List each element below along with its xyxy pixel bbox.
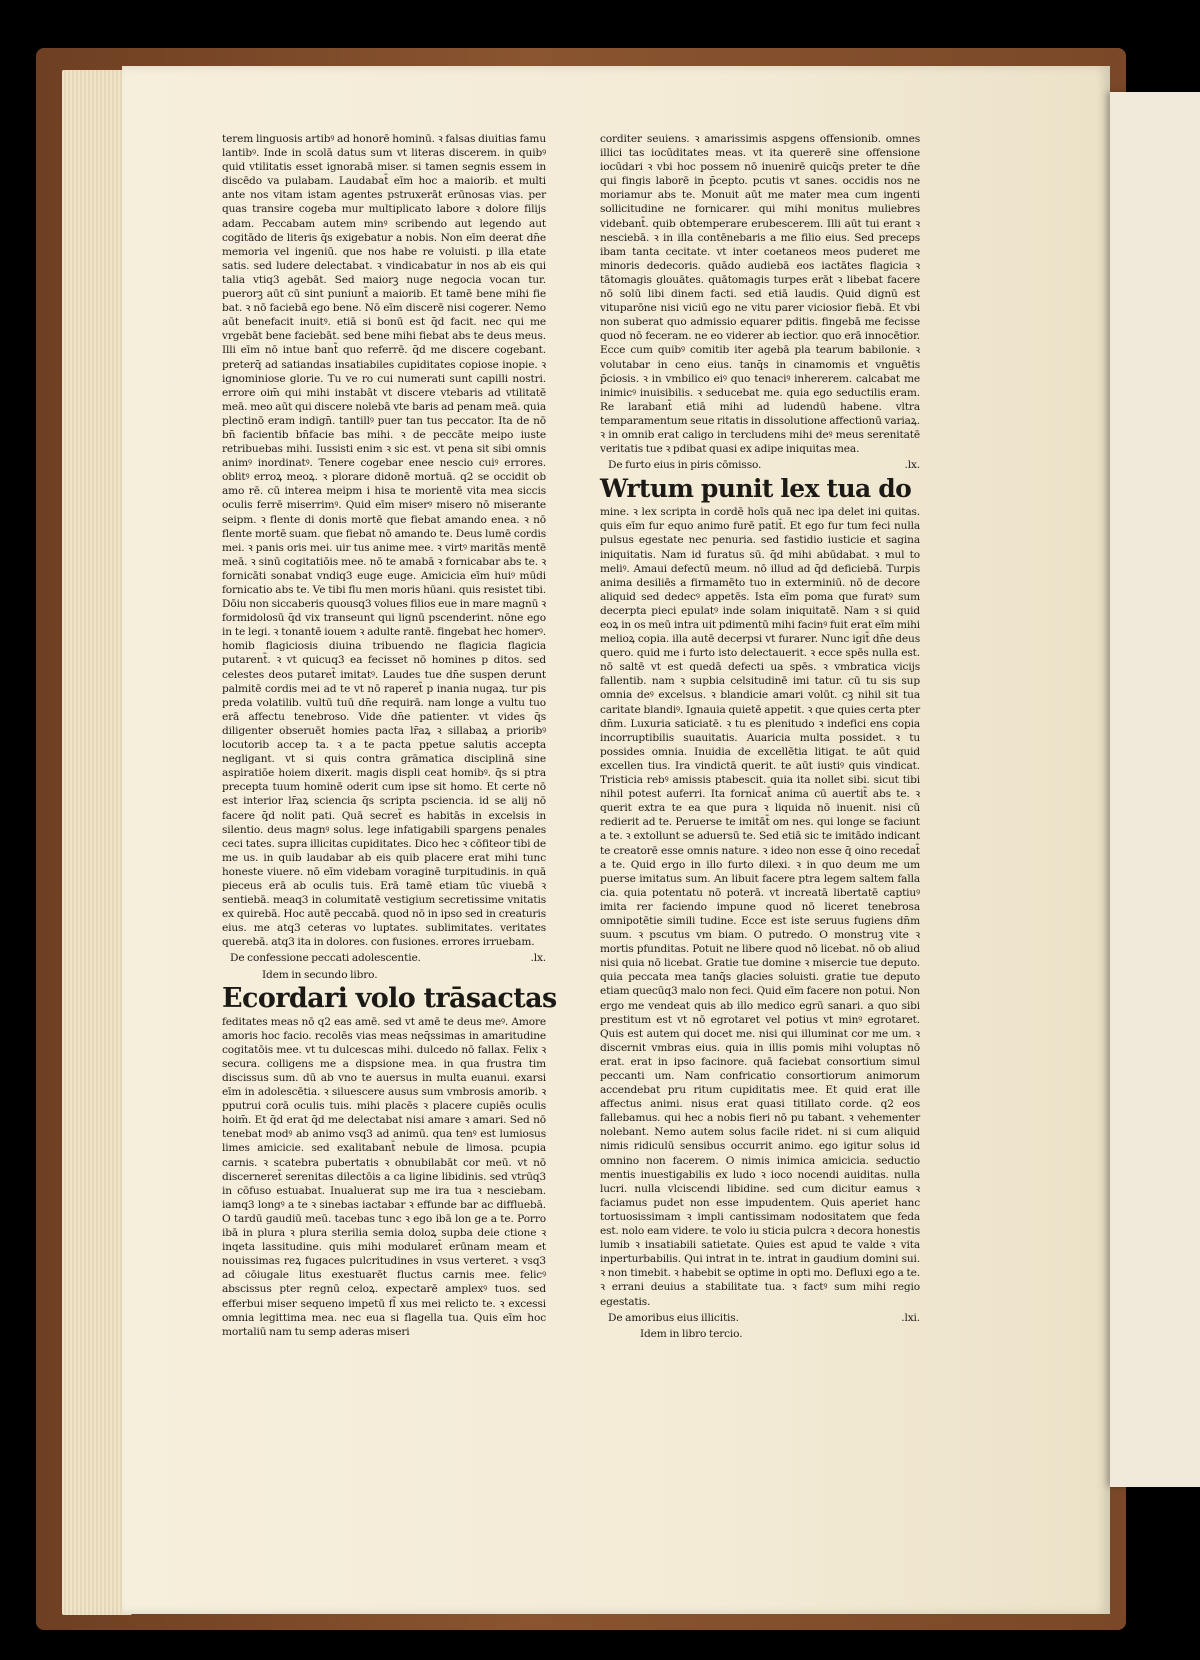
source-note: Idem in libro tercio. xyxy=(640,1327,743,1340)
next-leaf xyxy=(1110,92,1200,1487)
chapter-heading: Ecordari volo trāsactas xyxy=(222,982,557,1014)
rubric-number: .lx. xyxy=(904,459,920,472)
rubric-title: De amoribus eius illicitis. xyxy=(608,1311,739,1324)
rubric-number: .lxi. xyxy=(901,1311,920,1324)
chapter-rubric xyxy=(600,1311,920,1325)
chapter-rubric xyxy=(222,951,546,965)
left-paragraph-1: terem linguosis artibꝰ ad honorē hominū. ꝛ falsas diuitias famu lantibꝰ. Inde in scolā datus sum vt literas discerem. in quibꝰ quid vtilitatis esset ignorabā miser. si tamen segnis essem in discēdo va pulabam. Laudabat̄ eīm hoc a maiorib. et multi ante nos vitam istam agentes pstruxerāt erūnosas vias. per quas transire cogeba mur multiplicato labore ꝛ dolore filijs adam. Peccabam autem minꝰ scribendo aut legendo aut cogitādo de literis q̄s exigebatur a nobis. Non eīm deerat dn̄e memoria vel ingeniū. que nos habe re voluisti. p illa etate satis. sed ludere delectabat. ꝛ vindicabatur in nos ab eis qui talia vtiq3 agebāt. Sed maiorꝫ nuge negocia vocan tur. puerorꝫ aūt cū sint puniunt̄ a maiorib. Et tamē bene mihi fie bat. ꝛ nō faciebā ego bene. Nō eīm discerē nisi cogerer. Nemo aūt benefacit inuitꝰ. etiā si bonū est q̄d facit. nec qui me vrgebāt bene faciebāt. sed bene mihi fiebat abs te deus meus. Illi eīm nō intue bant̄ quo referrē. q̄d me discere cogebant. preterq̄ ad satiandas insatiabiles cupiditates copiose inopie. ꝛ ignominiose glorie. Tu ve ro cui numerati sunt capilli nostri. errore oim̄ qui mihi instabāt vt discere vtebaris ad vtilitatē meā. meo aūt qui discere nolebā vte baris ad penam meā. quia plectinō eram indign̄. tantillꝰ puer tan tus peccator. Ita de nō bn̄ facientib bn̄facie bas mihi. ꝛ de peccāte meipo iuste retribuebas mihi. Iussisti enim ꝛ sic est. vt pena sit sibi omnis animꝰ inordinatꝰ. Tenere cogebar enee nescio cuiꝰ errores. oblitꝰ erroꝝ meoꝝ. ꝛ plorare didonē mortuā. q2 se occidit ob amo rē. cū interea meipm i hisa te morientē vita mea siccis oculis ferrē miserrimꝰ. Quid eīm miserꝰ misero nō miserante seipm. ꝛ flente di donis mortē que fiebat amando enea. ꝛ nō flente mortē suam. que fiebat nō amando te. Deus lumē cordis mei. ꝛ panis oris mei. uir tus anime mee. ꝛ virtꝰ maritās mentē meā. ꝛ sinū cogitatiōis mee. nō te amabā ꝛ fornicabar abs te. ꝛ fornicāti sonabat vndiq3 euge euge. Amicicia eīm huiꝰ mūdi fornicatio abs te. Ve tibi flu men moris hūani. quis resistet tibi. Dōiu non siccaberis quousq3 volues filios eue in mare magnū ꝛ formidolosū q̄d vix transeunt qui lignū pscenderint. nōne ego in te legi. ꝛ tonantē iouem ꝛ adulte rantē. fingebat hec homerꝰ. homib flagiciosis diuina tribuendo ne flagicia flagicia putarent̄. ꝛ vt quicuq3 ea fecisset nō homines p ditos. sed celestes deos putaret̄ imitatꝰ. Laudes tue dn̄e suspen derunt palmitē cordis mei ad te vt nō raperet̄ p inania nugaꝝ. tur pis preda volatilib. vultū tuū dn̄e requirā. nam longe a vultu tuo erā affectu tenebroso. Vide dn̄e patienter. vt vides q̄s diligenter obseruēt homies pacta lr̄aꝝ ꝛ sillabaꝝ a prioribꝰ locutorib accep ta. ꝛ a te pacta ppetue salutis accepta negligant. vt si quis contra grāmatica disciplinā sine aspiratiōe hoiem dixerit. magis displi ceat homibꝰ. q̄s si ptra precepta tuum hominē oderit cum ipse sit homo. Et certe nō est interior lr̄aꝝ sciencia q̄s scripta psciencia. id se alij nō facere q̄d nolit pati. Quā secret̄ es habitās in excelsis in silentio. deus magnꝰ solus. lege infatigabili spargens penales ceci tates. supra illicitas cupiditates. Dico hec ꝛ cōfiteor tibi de me us. in quib laudabar ab eis quib placere erat mihi tunc honeste viuere. nō eīm videbam voraginē turpitudinis. in quā pieceus erā ab oculis tuis. Erā tamē etiam tūc viuebā ꝛ sentiebā. meaq3 in columitatē vestigium secretissime vnitatis ex quirebā. Hoc autē peccabā. quod nō in ipso sed in creaturis eius. me atq3 ceteras vo luptates. sublimitates. veritates querebā. atq3 ita in dolores. con fusiones. errores irruebam. xyxy=(222,133,546,949)
chapter-heading: Wrtum punit lex tua do xyxy=(600,474,912,504)
right-column xyxy=(600,132,920,1341)
rubric-number: .lx. xyxy=(530,952,546,965)
rubric-title: De furto eius in piris cōmisso. xyxy=(608,459,762,472)
rubric-title: De confessione peccati adolescentie. xyxy=(230,952,421,965)
left-column xyxy=(222,132,557,1339)
right-paragraph-2: mine. ꝛ lex scripta in cordē hoīs quā nec ipa delet ini quitas. quis eīm fur equo animo furē patit̄. Et ego fur tum feci nulla pulsus egestate nec penuria. sed fastidio iusticie et sagina iniquitatis. Nam id furatus sū. q̄d mihi abūdabat. ꝛ mul to meliꝰ. Amaui defectū meum. nō illud ad q̄d deficiebā. Turpis anima desiliēs a firmamēto tuo in exterminiū. nō de decore aliquid sed dedecꝰ appetēs. Ista eīm poma que furatꝰ sum decerpta pieci epulatꝰ inde solam iniquitatē. Nam ꝛ si quid eoꝝ in os meū intra uit pdimentū mihi facinꝰ fuit erat eīm mihi melioꝝ copia. illa autē decerpsi vt furarer. Nunc igit̄ dn̄e deus quero. quid me i furto isto delectauerit. ꝛ ecce spēs nulla est. nō saltē vt est quedā defecti ua spēs. ꝛ vmbratica vicijs fallentib. nam ꝛ supbia celsitudinē imi tatur. cū tu sis sup omnia deꝰ excelsus. ꝛ blandicie amari volūt. cꝫ nihil sit tua caritate blandiꝰ. Ignauia quietē appetit. ꝛ que quies certa pter dn̄m. Luxuria saticiatē. ꝛ tu es plenitudo ꝛ indefici ens copia incorruptibilis suauitatis. Auaricia multa possidet. ꝛ tu possides omnia. Inuidia de excellētia litigat. te aūt quid excellen tius. Ira vindictā querit. te aūt iustiꝰ quis vindicat. Tristicia rebꝰ amissis ptabescit. quia ita nollet sibi. sicut tibi nihil potest auferri. Ita fornicat̄ anima cū auertit̄ abs te. ꝛ querit extra te ea que pura ꝛ liquida nō inuenit. nisi cū redierit ad te. Peruerse te imitāt̄ om nes. qui longe se faciunt a te. ꝛ extollunt se aduersū te. Sed etiā sic te imitādo indicant te creatorē esse omnis nature. ꝛ ideo non esse q̄ oino recedat̄ a te. Quid ergo in illo furto dilexi. ꝛ in quo deum me um puerse imitatus sum. An libuit facere ptra legem saltem falla cia. quia potentatu nō poterā. vt increatā libertatē captiuꝰ imita rer faciendo impune quod nō liceret tenebrosa omnipotētie simili tudine. Ecce est iste seruus fugiens dn̄m suum. ꝛ pscutus vm biam. O putredo. O monstruꝫ vite ꝛ mortis pfunditas. Potuit ne libere quod nō licebat. nō ob aliud nisi quia nō licebat. Gratie tue domine ꝛ misercie tue deputo. quia peccata mea tanq̄s glacies soluisti. gratie tue deputo etiam quecūq3 malo non feci. Quid eīm facere non potui. Non ergo me vendeat quis ab illo medico egrū sanari. a quo sibi prestitum est vt nō egrotaret vel potius vt minꝰ egrotaret. Quis est autem qui docet me. nisi qui illuminat cor me um. ꝛ discernit vmbras eius. quia in illis pomis mihi voluptas nō erat. erat in ipso facinore. quā faciebat consortium simul peccanti um. Nam confricatio consortiorum animorum accendebat pru ritum cupiditatis mee. Et quid erat ille affectus animi. nisus erat quasi titillato corde. q2 eos fallebamus. qui hec a nobis fieri nō pu tabant. ꝛ vehementer nolebant. Nemo autem solus facile ridet. ni si cum aliquid nimis ridiculū sensibus occurrit animo. ego igitur solus id omnino non facerem. O nimis inimica amicicia. seductio mentis inuestigabilis ex ludo ꝛ ioco nocendi auiditas. nulla lucri. nulla vlciscendi libidine. sed cum dicitur eamus ꝛ faciamus pudet non esse impudentem. Quis aperiet hanc tortuosissimam ꝛ impli cantissimam nodositatem que feda est. nolo eam videre. te volo iu sticia pulcra ꝛ decora honestis lumib ꝛ insatiabili satietate. Quies est apud te valde ꝛ vita inperturbabilis. Qui intrat in te. intrat in gaudium domini sui. ꝛ non timebit. ꝛ habebit se optime in opti mo. Defluxi ego a te. ꝛ errani deuius a stabilitate tua. ꝛ factꝰ sum mihi regio egestatis. xyxy=(600,506,920,1308)
chapter-rubric xyxy=(600,458,920,472)
left-paragraph-2: feditates meas nō q2 eas amē. sed vt amē te deus meꝰ. Amore amoris hoc facio. recolēs vias meas neq̄ssimas in amaritudine cogitatōis mee. vt tu dulcescas mihi. dulcedo nō fallax. Felix ꝛ secura. colligens me a dispsione mea. in qua frustra tim discissus sum. dū ab vno te auersus in multa euanui. exarsi eīm in adolescētia. ꝛ siluescere ausus sum vmbrosis amorib. ꝛ pputrui corā oculis tuis. mihi placēs ꝛ placere cupiēs oculis hoim̄. Et q̄d erat q̄d me delectabat nisi amare ꝛ amari. Sed nō tenebat modꝰ ab animo vsq3 ad animū. qua tenꝰ est lumiosus limes amicicie. sed exalitabant̄ nebule de limosa. pcupia carnis. ꝛ scatebra pubertatis ꝛ obnubilabāt cor meū. vt nō discerneret̄ serenitas dilectōis a ca ligine libidinis. sed vtrūq3 in cōfuso estuabat. Inualuerat sup me ira tua ꝛ nesciebam. iamq3 longꝰ a te ꝛ sinebas iactabar ꝛ effunde bar ac diffluebā. O tardū gaudiū meū. tacebas tunc ꝛ ego ibā lon ge a te. Porro ibā in plura ꝛ plura sterilia semia doloꝝ supba deie ctione ꝛ inqeta lassitudine. quis mihi modularet̄ erūnam meam et nouissimas reꝝ fugaces pulcritudines in vsus verteret. ꝛ vsq3 ad cōiugale litus exestuarēt fluctus carnis mee. felicꝰ abscissus pter regnū celoꝝ. expectarē amplexꝰ tuos. sed efferbui miser sequeno impetū fl̄ xus mei relicto te. ꝛ excessi omnia legittima mea. nec eua si flagella tua. Quis eīm hoc mortaliū nam tu semp aderas miseri xyxy=(222,1015,546,1338)
source-note: Idem in secundo libro. xyxy=(262,968,378,981)
right-paragraph-1: corditer seuiens. ꝛ amarissimis aspgens offensionib. omnes illici tas iocūditates meas. vt ita quererē sine offensione iocūdari ꝛ vbi hoc possem nō inuenirē quicq̄s preter te dn̄e qui fingis laborē in p̄cepto. pcutis vt sanes. occidis nos ne moriamur abs te. Monuit aūt me mater mea cum ingenti sollicitudine ne fornicarer. qui mihi monitus muliebres videbant̄. quib obtemperare erubescerem. Illi aūt tui erant ꝛ nesciebā. ꝛ in illa contēnebaris a me filio eius. Sed preceps ibam tanta cecitate. vt inter coetaneos meos puderet me minoris dedecoris. quādo audiebā eos iactātes flagicia ꝛ tātomagis glouātes. quātomagis turpes erāt ꝛ libebat facere nō solū libi dinem facti. sed etiā laudis. Quid dignū est vituparōne nisi viciū ego ne vitu parer viciosior fiebā. Et vbi non suberat quo admissio equarer pditis. fingebā me fecisse quod nō feceram. ne eo viderer ab iectior. quo erā innocētior. Ecce cum quibꝰ comitib iter agebā pla tearum babilonie. ꝛ volutabar in ceno eius. tanq̄s in cinamomis et vnguētis p̄ciosis. ꝛ in vmbilico eiꝰ quo tenaciꝰ inhererem. calcabat me inimicꝰ inuisibilis. ꝛ seducebat me. quia ego seductilis eram. Re larabant̄ etiā mihi ad ludendū habene. vltra temparamentum seue ritatis in dissolutione affectionū variaꝝ. ꝛ in omnib erat caligo in tercludens mihi deꝰ meus serenitatē veritatis tue ꝛ pdibat quasi ex adipe iniquitas mea. xyxy=(600,133,920,456)
